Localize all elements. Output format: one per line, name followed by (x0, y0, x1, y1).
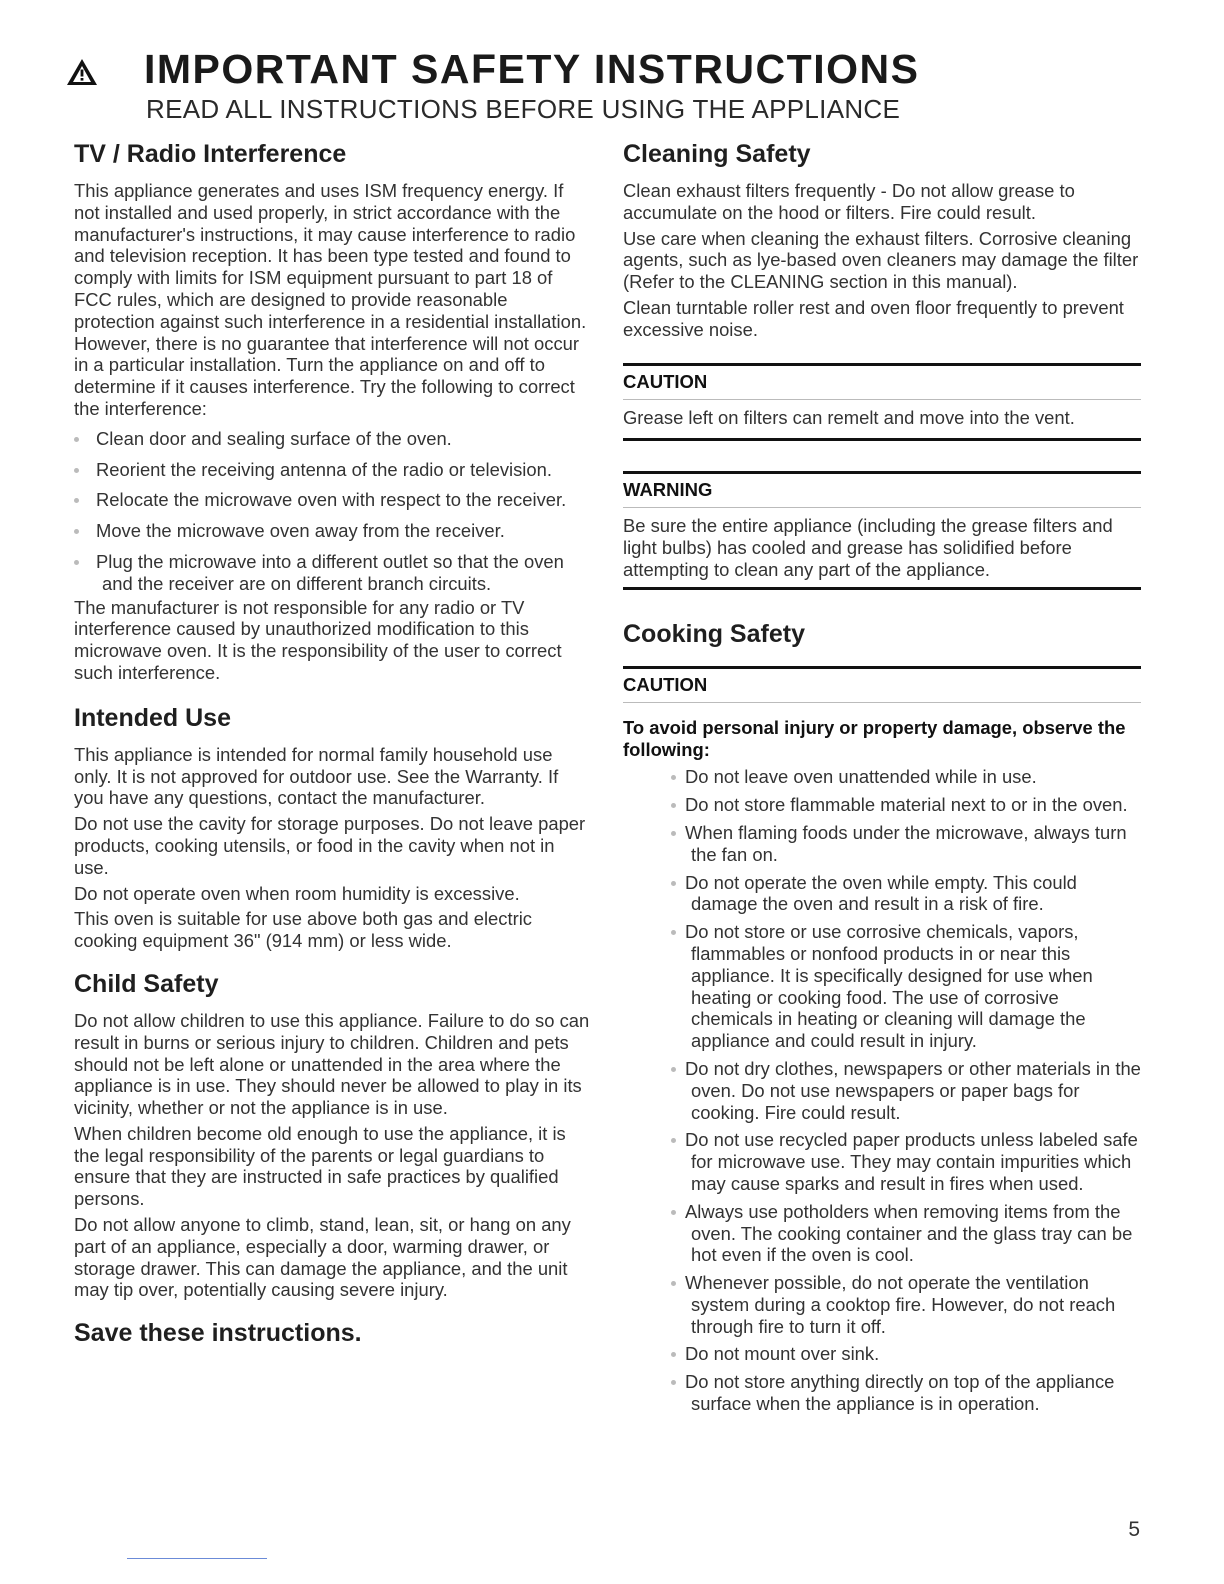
page-subtitle: READ ALL INSTRUCTIONS BEFORE USING THE APPLIANCE (146, 94, 901, 124)
list-item: Whenever possible, do not operate the ventilation system during a cooktop fire. However, do not reach through fire to turn it off. (623, 1272, 1141, 1337)
tv-radio-section (74, 138, 590, 684)
warning-box (623, 471, 1141, 589)
cooking-caution-label: CAUTION (623, 669, 1141, 703)
child-safety-p2: When children become old enough to use the appliance, it is the legal responsibility of the parents or legal guardians to ensure that they are instructed in safe practices by qualified persons. (74, 1122, 566, 1210)
list-item: Plug the microwave into a different outlet so that the oven and the receiver are on different branch circuits. (74, 551, 590, 595)
list-item: Do not use recycled paper products unless labeled safe for microwave use. They may contain impurities which may cause sparks and result in fires when used. (623, 1129, 1141, 1194)
intended-use-heading: Intended Use (74, 703, 231, 732)
list-item: Relocate the microwave oven with respect to the receiver. (74, 489, 590, 511)
intended-use-p4: This oven is suitable for use above both gas and electric cooking equipment 36" (914 mm) or less wide. (74, 908, 532, 952)
page-title: IMPORTANT SAFETY INSTRUCTIONS (144, 45, 920, 92)
intended-use-p3: Do not operate oven when room humidity is excessive. (74, 882, 520, 904)
cleaning-section (623, 138, 1141, 341)
intended-use-section (74, 702, 590, 952)
child-safety-heading: Child Safety (74, 969, 219, 998)
list-item: Do not store flammable material next to or in the oven. (623, 794, 1141, 816)
tv-radio-outro: The manufacturer is not responsible for any radio or TV interference caused by unauthorized modification to this microwave oven. It is the responsibility of the user to correct such interference. (74, 596, 562, 683)
tv-radio-intro: This appliance generates and uses ISM frequency energy. If not installed and used properly, in strict accordance with the manufacturer's instructions, it may cause interference to radio and television reception. It has been type tested and found to comply with limits for ISM equipment pursuant to part 18 of FCC rules, which are designed to provide reasonable protection against such interference in a residential installation. However, there is no guarantee that interference will not occur in a particular installation. Turn the appliance on and off to determine if it causes interference. Try the following to correct the interference: (74, 180, 587, 419)
page-number: 5 (1128, 1518, 1140, 1541)
cleaning-p1: Clean exhaust filters frequently - Do not allow grease to accumulate on the hood or filters. Fire could result. (623, 180, 1075, 223)
list-item: Always use potholders when removing items from the oven. The cooking container and the glass tray can be hot even if the oven is cool. (623, 1201, 1141, 1266)
tv-radio-heading: TV / Radio Interference (74, 140, 347, 168)
intended-use-p1: This appliance is intended for normal family household use only. It is not approved for outdoor use. See the Warranty. If you have any questions, contact the manufacturer. (74, 743, 559, 809)
child-safety-p1: Do not allow children to use this appliance. Failure to do so can result in burns or serious injury to children. Children and pets should not be left alone or unattended in the area where the appliance is in use. They should never be allowed to play in its vicinity, whether or not the appliance is in use. (74, 1009, 590, 1119)
list-item: Do not store or use corrosive chemicals, vapors, flammables or nonfood products in or near this appliance. It is specifically designed for use when heating or cooking food. The use of corrosive chemicals in heating or cleaning will damage the appliance and could result in injury. (623, 921, 1141, 1052)
child-safety-section (74, 968, 590, 1301)
list-item: When flaming foods under the microwave, always turn the fan on. (623, 822, 1141, 866)
list-item: Do not mount over sink. (623, 1343, 1141, 1365)
list-item: Clean door and sealing surface of the oven. (74, 428, 590, 450)
title-row (66, 44, 1166, 94)
cooking-lead: To avoid personal injury or property damage, observe the following: (623, 716, 1126, 760)
left-column (74, 138, 590, 1348)
cooking-caution-box (623, 666, 1141, 703)
page-header (66, 44, 1166, 125)
save-instructions: Save these instructions. (74, 1319, 362, 1348)
caution-text: Grease left on filters can remelt and move into the vent. (623, 406, 1075, 428)
list-item: Do not leave oven unattended while in use. (623, 766, 1141, 788)
tv-radio-list (74, 428, 590, 595)
intended-use-p2: Do not use the cavity for storage purposes. Do not leave paper products, cooking utensils, or food in the cavity when not in use. (74, 813, 586, 878)
caution-box (623, 363, 1141, 442)
child-safety-p3: Do not allow anyone to climb, stand, lean, sit, or hang on any part of an appliance, especially a door, warming drawer, or storage drawer. This can damage the appliance, and the unit may tip over, potentially causing severe injury. (74, 1214, 571, 1301)
warning-text: Be sure the entire appliance (including the grease filters and light bulbs) has cooled and grease has solidified before attempting to clean any part of the appliance. (623, 515, 1113, 580)
cleaning-heading: Cleaning Safety (623, 140, 811, 168)
caution-label: CAUTION (623, 366, 1141, 400)
cleaning-p2: Use care when cleaning the exhaust filters. Corrosive cleaning agents, such as lye-based oven cleaners may damage the filter (Refer to the CLEANING section in this manual). (623, 227, 1139, 293)
list-item: Do not operate the oven while empty. This could damage the oven and result in a risk of fire. (623, 872, 1141, 916)
list-item: Move the microwave oven away from the receiver. (74, 520, 590, 542)
cleaning-p3: Clean turntable roller rest and oven floor frequently to prevent excessive noise. (623, 296, 1124, 340)
warning-triangle-icon (66, 57, 98, 87)
list-item: Do not dry clothes, newspapers or other materials in the oven. Do not use newspapers or paper bags for cooking. Fire could result. (623, 1058, 1141, 1123)
footer-rule (127, 1558, 267, 1559)
cooking-section (623, 618, 1141, 1415)
list-item: Reorient the receiving antenna of the radio or television. (74, 459, 590, 481)
cooking-list (623, 766, 1141, 1415)
warning-label: WARNING (623, 474, 1141, 508)
list-item: Do not store anything directly on top of the appliance surface when the appliance is in operation. (623, 1371, 1141, 1415)
cooking-heading: Cooking Safety (623, 619, 805, 648)
right-column (623, 138, 1141, 1421)
